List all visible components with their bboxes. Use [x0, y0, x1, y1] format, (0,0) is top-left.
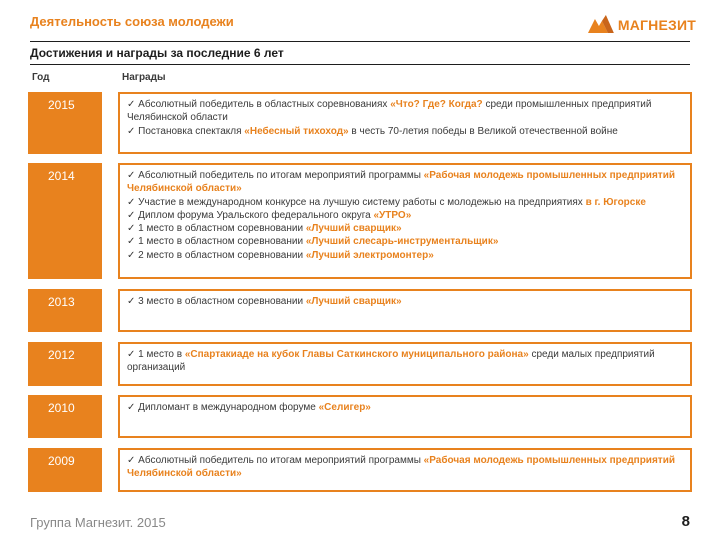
award-text: 1 место в областном соревновании	[138, 236, 306, 248]
award-box	[118, 342, 692, 386]
year-label: 2013	[28, 289, 102, 332]
header-title: Деятельность союза молодежи	[30, 14, 234, 29]
award-text: Постановка спектакля	[138, 125, 245, 137]
award-highlight: в г. Югорске	[585, 196, 646, 208]
award-line	[127, 222, 684, 235]
award-highlight: «Селигер»	[318, 402, 371, 413]
check-icon: ✓	[127, 455, 136, 466]
award-text: Абсолютный победитель по итогам мероприятий программы	[138, 170, 424, 181]
award-row	[28, 395, 692, 438]
award-highlight: «Лучший слесарь-инструментальщик»	[305, 236, 499, 248]
award-highlight: «Лучший сварщик»	[305, 223, 402, 235]
magnezit-logo-icon	[588, 15, 614, 35]
footer-text: Группа Магнезит. 2015	[30, 515, 166, 530]
check-icon: ✓	[127, 196, 136, 208]
check-icon: ✓	[127, 209, 136, 221]
award-line	[127, 125, 684, 138]
award-highlight: «Лучший электромонтер»	[305, 249, 434, 261]
award-row	[28, 448, 692, 492]
page-number: 8	[681, 513, 690, 530]
award-text: Абсолютный победитель по итогам мероприятий программы	[138, 455, 424, 466]
award-highlight: «Рабочая молодежь промышленных предприятий Челябинской области»	[127, 455, 675, 480]
award-line	[127, 249, 684, 262]
award-text: Диплом форума Уральского федерального округа	[138, 209, 374, 221]
award-row	[28, 163, 692, 279]
check-icon: ✓	[127, 236, 136, 248]
divider-top	[30, 41, 690, 42]
award-highlight: «Лучший сварщик»	[305, 296, 402, 307]
award-highlight: «Что? Где? Когда?	[390, 99, 483, 110]
award-text: 2 место в областном соревновании	[138, 249, 306, 261]
check-icon: ✓	[127, 296, 136, 307]
award-highlight: «Рабочая молодежь промышленных предприятий Челябинской области»	[127, 170, 675, 195]
year-label: 2014	[28, 163, 102, 279]
award-highlight: «Небесный тихоход»	[244, 125, 349, 137]
brand-logo	[588, 14, 696, 36]
award-text: 3 место в областном соревновании	[138, 296, 306, 307]
award-line	[127, 295, 684, 308]
award-row	[28, 289, 692, 332]
award-box	[118, 395, 692, 438]
check-icon: ✓	[127, 402, 136, 413]
award-text: Абсолютный победитель в областных соревнованиях	[138, 99, 391, 110]
year-label: 2009	[28, 448, 102, 492]
award-line	[127, 196, 684, 209]
award-text: Дипломант в международном форуме	[138, 402, 319, 413]
award-row	[28, 92, 692, 154]
year-label: 2015	[28, 92, 102, 154]
award-line	[127, 169, 684, 196]
check-icon: ✓	[127, 223, 136, 235]
award-line	[127, 401, 684, 414]
column-header-awards: Награды	[122, 72, 166, 83]
award-line	[127, 348, 684, 375]
award-box	[118, 448, 692, 492]
award-box	[118, 289, 692, 332]
section-subtitle: Достижения и награды за последние 6 лет	[30, 46, 284, 60]
award-highlight: «УТРО»	[373, 209, 412, 221]
check-icon: ✓	[127, 99, 136, 110]
year-label: 2012	[28, 342, 102, 386]
check-icon: ✓	[127, 349, 136, 360]
award-box	[118, 92, 692, 154]
award-line	[127, 235, 684, 248]
award-text: среди малых предприятий организаций	[127, 349, 655, 374]
award-line	[127, 98, 684, 125]
check-icon: ✓	[127, 170, 136, 181]
check-icon: ✓	[127, 125, 136, 137]
award-line	[127, 209, 684, 222]
award-text: Участие в международном конкурсе на лучшую систему работы с молодежью на предприятиях	[138, 196, 586, 208]
award-text: в честь 70-летия победы в Великой отечественной войне	[348, 125, 618, 137]
award-line	[127, 454, 684, 481]
year-label: 2010	[28, 395, 102, 438]
award-text: среди промышленных предприятий Челябинской области	[127, 99, 652, 124]
logo-text: МАГНЕЗИТ	[617, 17, 696, 33]
award-text: 1 место в областном соревновании	[138, 223, 306, 235]
column-header-year: Год	[32, 72, 50, 83]
award-text: 1 место в	[138, 349, 185, 360]
award-row	[28, 342, 692, 386]
award-highlight: «Спартакиаде на кубок Главы Саткинского муниципального района»	[184, 349, 529, 360]
divider-bottom	[30, 64, 690, 65]
award-box	[118, 163, 692, 279]
check-icon: ✓	[127, 249, 136, 261]
